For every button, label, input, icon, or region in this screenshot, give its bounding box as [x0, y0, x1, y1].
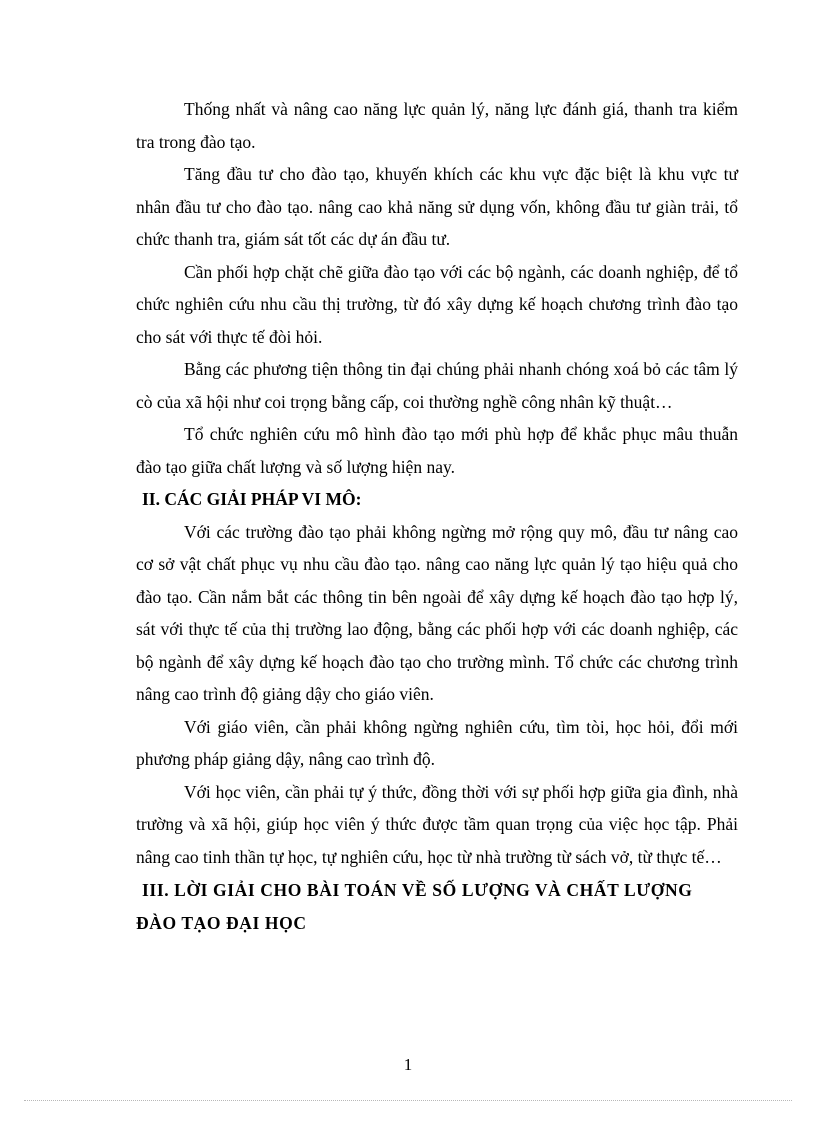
paragraph-media: Bằng các phương tiện thông tin đại chúng phải nhanh chóng xoá bỏ các tâm lý cò của xã hội như coi trọng bằng cấp, coi thường nghề công nhân kỹ thuật… [136, 359, 738, 412]
paragraph-teachers: Với giáo viên, cần phải không ngừng nghiên cứu, tìm tòi, học hỏi, đổi mới phương pháp giảng dậy, nâng cao trình độ. [136, 716, 738, 769]
page-content [136, 93, 738, 939]
page-bottom-divider [24, 1100, 792, 1101]
paragraph-new-model: Tổ chức nghiên cứu mô hình đào tạo mới phù hợp để khắc phục mâu thuẫn đào tạo giữa chất lượng và số lượng hiện nay. [136, 424, 738, 477]
paragraph-coordination: Cần phối hợp chặt chẽ giữa đào tạo với các bộ ngành, các doanh nghiệp, để tổ chức nghiên cứu nhu cầu thị trường, từ đó xây dựng kế hoạch chương trình đào tạo cho sát với thực tế đòi hỏi. [136, 261, 738, 347]
paragraph-students: Với học viên, cần phải tự ý thức, đồng thời với sự phối hợp giữa gia đình, nhà trường và xã hội, giúp học viên ý thức được tầm quan trọng của việc học tập. Phải nâng cao tinh thần tự học, tự nghiên cứu, học từ nhà trường từ sách vở, từ thực tế… [136, 781, 738, 867]
paragraph-investment: Tăng đầu tư cho đào tạo, khuyến khích các khu vực đặc biệt là khu vực tư nhân đầu tư cho đào tạo. nâng cao khả năng sử dụng vốn, không đầu tư giàn trải, tổ chức thanh tra, giám sát tốt các dự án đầu tư. [136, 164, 738, 249]
page-number: 1 [403, 1055, 413, 1074]
paragraph-schools: Với các trường đào tạo phải không ngừng mở rộng quy mô, đầu tư nâng cao cơ sở vật chất phục vụ nhu cầu đào tạo. nâng cao năng lực quản lý tạo hiệu quả cho đào tạo. Cần nắm bắt các thông tin bên ngoài để xây dựng kế hoạch đào tạo hợp lý, sát với thực tế của thị trường lao động, bằng các phối hợp với các doanh nghiệp, các bộ ngành để xây dựng kế hoạch đào tạo cho trường mình. Tổ chức các chương trình nâng cao trình độ giảng dậy cho giáo viên. [136, 521, 738, 704]
paragraph-management: Thống nhất và nâng cao năng lực quản lý, năng lực đánh giá, thanh tra kiểm tra trong đào tạo. [136, 99, 738, 152]
section-heading-solution: III. LỜI GIẢI CHO BÀI TOÁN VỀ SỐ LƯỢNG VÀ CHẤT LƯỢNG ĐÀO TẠO ĐẠI HỌC [136, 880, 693, 933]
section-heading-micro: II. CÁC GIẢI PHÁP VI MÔ: [142, 489, 362, 509]
